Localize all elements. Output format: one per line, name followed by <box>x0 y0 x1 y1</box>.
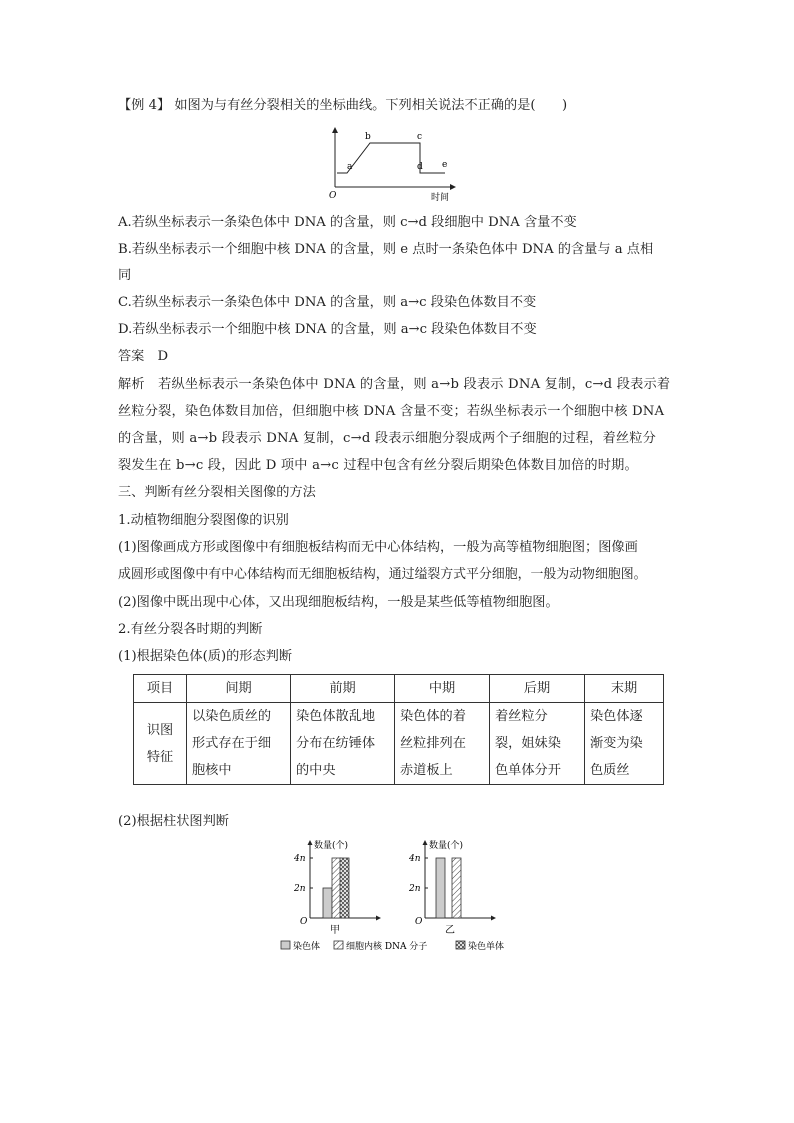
y-axis-label: 数量(个) <box>429 841 464 851</box>
row-label-line: 特征 <box>146 749 174 765</box>
mitosis-stage-table <box>133 674 664 785</box>
option-d: D.若纵坐标表示一个细胞中核 DNA 的含量，则 a→c 段染色体数目不变 <box>118 322 537 337</box>
header-prophase: 前期 <box>291 675 395 703</box>
legend-label-dna: 细胞内核 DNA 分子 <box>346 942 428 952</box>
cell-line: 赤道板上 <box>400 763 453 778</box>
dna-curve-figure <box>325 125 465 205</box>
header-anaphase: 后期 <box>490 675 585 703</box>
origin-label: O <box>300 917 308 927</box>
analysis-line-2: 丝粒分裂，染色体数目加倍，但细胞中核 DNA 含量不变；若纵坐标表示一个细胞中核 DNA <box>118 404 665 419</box>
bar-chart-yi <box>408 839 495 936</box>
cell-prophase <box>291 703 395 785</box>
option-b: B.若纵坐标表示一个细胞中核 DNA 的含量，则 e 点时一条染色体中 DNA 的含量与 a 点相 <box>118 242 654 257</box>
bar-dna <box>452 858 461 918</box>
cell-interphase <box>187 703 291 785</box>
origin-label: O <box>415 917 423 927</box>
legend-swatch-chromosome <box>281 941 290 949</box>
point-label-e: e <box>442 160 448 170</box>
cell-line: 渐变为染 <box>590 736 643 751</box>
option-b-cont: 同 <box>118 268 132 283</box>
analysis-line-1: 解析 若纵坐标表示一条染色体中 DNA 的含量，则 a→b 段表示 DNA 复制，c→d 段表示着 <box>118 377 671 392</box>
header-interphase: 间期 <box>187 675 291 703</box>
legend-swatch-chromatid <box>456 941 465 949</box>
bar-chart-heading: (2)根据柱状图判断 <box>118 814 229 829</box>
subheading-2: 2.有丝分裂各时期的判断 <box>118 622 263 637</box>
option-c: C.若纵坐标表示一条染色体中 DNA 的含量，则 a→c 段染色体数目不变 <box>118 295 537 310</box>
dna-content-curve <box>337 143 448 173</box>
analysis-line-3: 的含量，则 a→b 段表示 DNA 复制，c→d 段表示细胞分裂成两个子细胞的过程，着丝粒分 <box>118 431 657 446</box>
cell-line: 色质丝 <box>590 763 630 778</box>
subheading-1: 1.动植物细胞分裂图像的识别 <box>118 513 289 528</box>
y-tick-label: 4n <box>409 854 421 864</box>
cell-line: 的中央 <box>296 763 336 778</box>
legend-swatch-dna <box>334 941 343 949</box>
cell-line: 丝粒排列在 <box>400 736 466 751</box>
legend-label-chromosome: 染色体 <box>293 942 321 952</box>
y-tick-label: 2n <box>294 884 306 894</box>
answer: 答案 D <box>118 349 169 364</box>
cell-anaphase <box>490 703 585 785</box>
paragraph-1-line-2: 成圆形或图像中有中心体结构而无细胞板结构，通过缢裂方式平分细胞，一般为动物细胞图。 <box>118 567 647 582</box>
cell-line: 色单体分开 <box>495 763 561 778</box>
x-axis-label: 时间 <box>431 193 450 203</box>
row-label-line: 识图 <box>146 722 174 738</box>
analysis-line-4: 裂发生在 b→c 段，因此 D 项中 a→c 过程中包含有丝分裂后期染色体数目加倍的时期。 <box>118 458 638 473</box>
cell-telophase <box>585 703 664 785</box>
table-header-row <box>134 675 664 703</box>
example-tag: 【例 4】 <box>118 98 171 113</box>
cell-line: 形式存在于细 <box>192 736 272 751</box>
option-a: A.若纵坐标表示一条染色体中 DNA 的含量，则 c→d 段细胞中 DNA 含量不变 <box>118 215 577 230</box>
chart-title: 甲 <box>330 925 340 936</box>
origin-label: O <box>329 191 337 201</box>
point-label-c: c <box>417 132 423 142</box>
point-label-a: a <box>347 162 353 172</box>
point-label-b: b <box>365 132 371 142</box>
cell-line: 染色体散乱地 <box>296 709 376 724</box>
cell-line: 染色体逐 <box>590 709 643 724</box>
cell-line: 裂，姐妹染 <box>495 736 561 751</box>
y-axis-label: 数量(个) <box>314 841 349 851</box>
example-question <box>118 96 567 116</box>
cell-line: 以染色质丝的 <box>192 709 272 724</box>
paragraph-1-line-1: (1)图像画成方形或图像中有细胞板结构而无中心体结构，一般为高等植物细胞图；图像画 <box>118 540 638 555</box>
cell-line: 着丝粒分 <box>495 709 548 724</box>
header-item: 项目 <box>134 675 187 703</box>
row-label <box>134 703 187 785</box>
cell-line: 分布在纺锤体 <box>296 736 376 751</box>
cell-line: 胞核中 <box>192 763 232 778</box>
bar-chromatid <box>340 858 349 918</box>
paragraph-2: (2)图像中既出现中心体，又出现细胞板结构，一般是某些低等植物细胞图。 <box>118 595 559 610</box>
bar-charts-figure <box>275 835 525 957</box>
bar-chart-jia <box>293 839 380 936</box>
y-tick-label: 4n <box>294 854 306 864</box>
question-text: 如图为与有丝分裂相关的坐标曲线。下列相关说法不正确的是( ) <box>174 98 568 113</box>
header-telophase: 末期 <box>585 675 664 703</box>
legend <box>281 940 504 952</box>
cell-line: 染色体的着 <box>400 709 466 724</box>
header-metaphase: 中期 <box>395 675 490 703</box>
cell-metaphase <box>395 703 490 785</box>
subheading-2-1: (1)根据染色体(质)的形态判断 <box>118 649 293 664</box>
chart-title: 乙 <box>445 925 455 936</box>
table-row <box>134 703 664 785</box>
point-label-d: d <box>417 162 423 172</box>
bar-chromosome <box>436 858 445 918</box>
y-tick-label: 2n <box>409 884 421 894</box>
section-heading: 三、判断有丝分裂相关图像的方法 <box>118 485 316 500</box>
bar-chromosome <box>323 888 332 918</box>
legend-label-chromatid: 染色单体 <box>468 942 505 952</box>
